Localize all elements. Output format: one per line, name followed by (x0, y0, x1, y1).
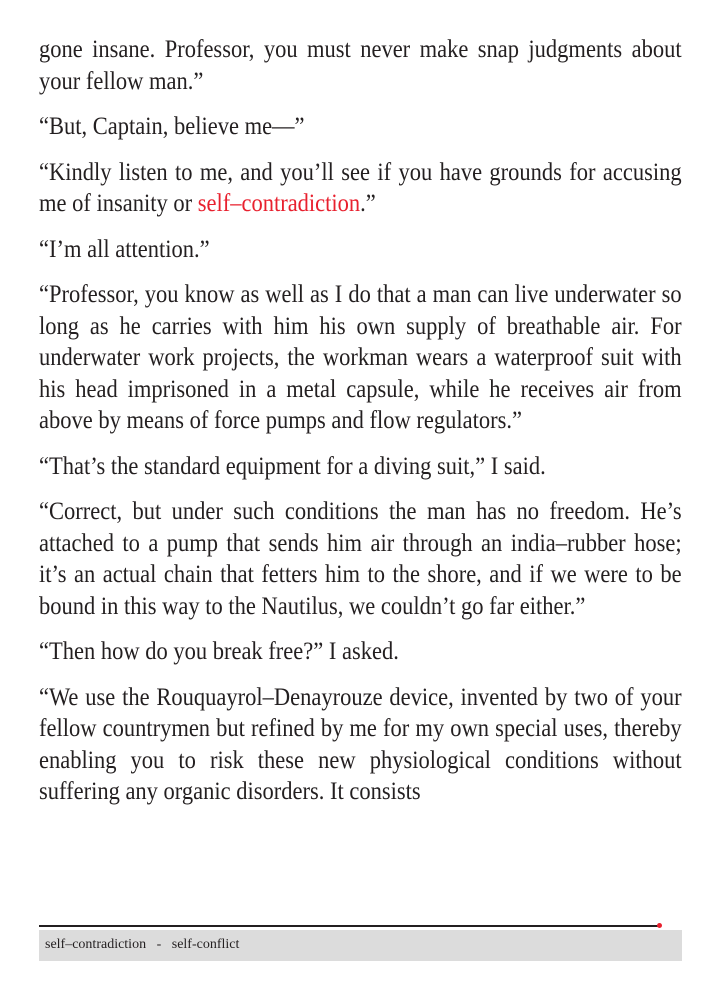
glossary-term-highlight[interactable]: self–contradiction (197, 190, 361, 217)
footnote-marker-dot (657, 923, 662, 928)
paragraph-5 (39, 279, 682, 437)
footnote-term: self–contradiction (45, 937, 147, 952)
paragraph-9 (39, 682, 682, 808)
paragraph-text: “Professor, you know as well as I do that a man can live underwater so long as he carries with him his own supply of breathable air. For underwater work projects, the workman wears a waterproof suit with his head imprisoned in a metal capsule, while he receives air from above by means of force pumps and flow regulators.” (39, 281, 682, 434)
paragraph-6 (39, 451, 682, 483)
paragraph-text: “But, Captain, believe me—” (39, 113, 305, 140)
paragraph-text: “I’m all attention.” (39, 235, 210, 263)
paragraph-text: gone insane. Professor, you must never make snap judgments about your fellow man.” (39, 36, 682, 95)
paragraph-text: “Correct, but under such conditions the man has no freedom. He’s attached to a pump that sends him air through an india–rubber hose; it’s an actual chain that fetters him to the shore, and if we were to be bound in this way to the Nautilus, we couldn’t go far either.” (39, 498, 682, 620)
paragraph-8 (39, 636, 682, 668)
paragraph-4 (39, 234, 682, 266)
paragraph-text: “Then how do you break free?” I asked. (39, 638, 399, 665)
paragraph-1 (39, 34, 682, 97)
paragraph-text: “That’s the standard equipment for a diving suit,” I said. (39, 452, 546, 480)
paragraph-text-end: .” (360, 190, 376, 217)
paragraph-text: “We use the Rouquayrol–Denayrouze device, invented by two of your fellow countrymen but refined by me for my own special uses, thereby enabling you to risk these new physiological conditions without suffering any organic disorders. It consists (39, 683, 682, 805)
footnote-divider (39, 925, 659, 927)
footnote-entry (45, 936, 239, 954)
footnote-definition: self-conflict (171, 937, 240, 952)
page-body (39, 34, 682, 822)
paragraph-text: “Kindly listen to me, and you’ll see if you have grounds for accusing me of insanity or (39, 158, 682, 217)
paragraph-3 (39, 157, 682, 220)
footnote-panel (39, 930, 682, 961)
footnote-separator: - (146, 937, 172, 952)
paragraph-7 (39, 496, 682, 622)
paragraph-2 (39, 111, 682, 143)
